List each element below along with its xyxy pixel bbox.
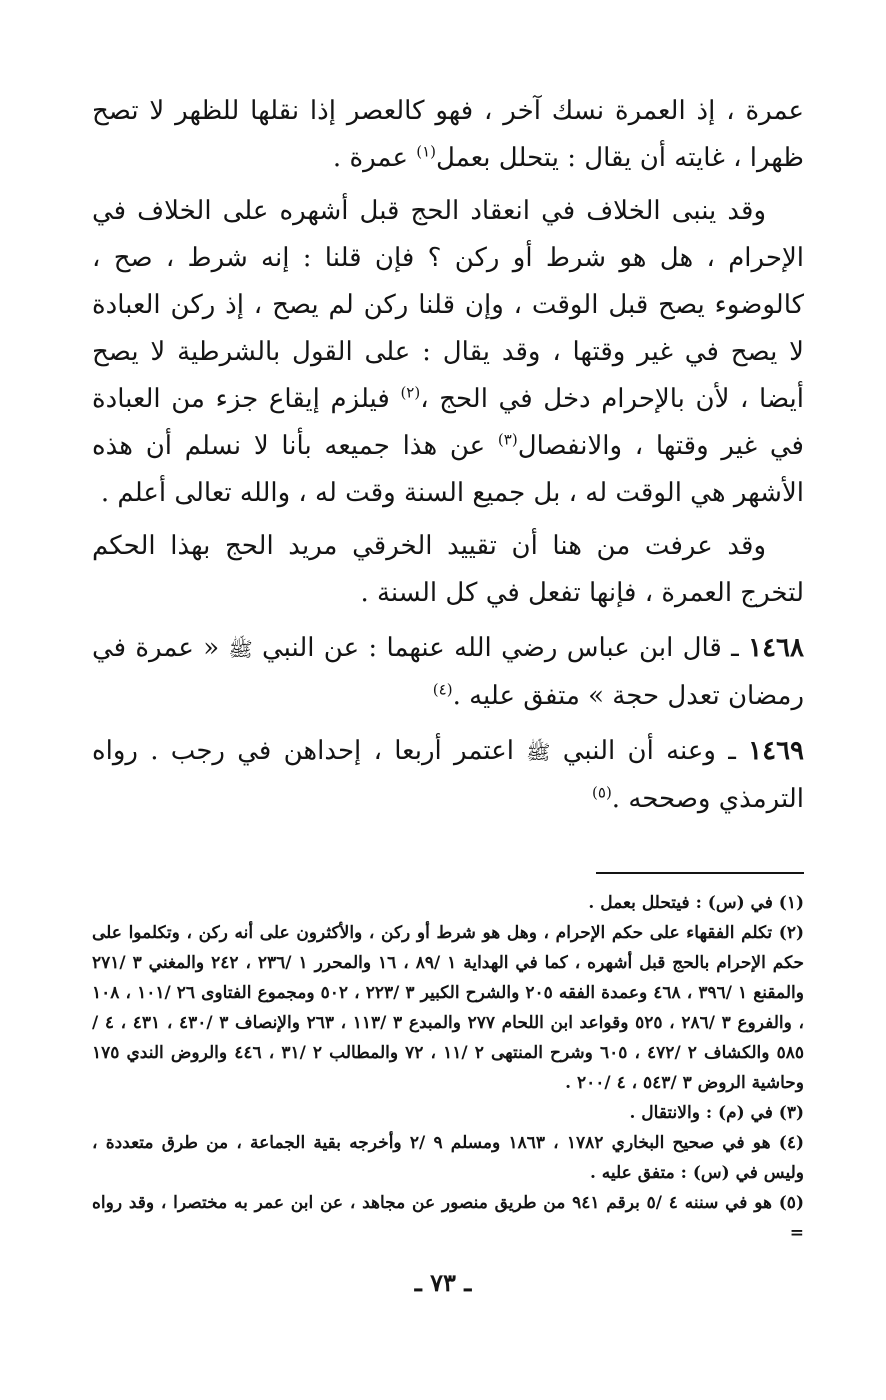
footnote-ref-5[interactable]: (٥) [592, 783, 612, 802]
hadith-number: ١٤٦٩ [748, 736, 804, 766]
footnote-divider [596, 872, 804, 874]
paragraph-2: وقد ينبى الخلاف في انعقاد الحج قبل أشهره على الخلاف في الإحرام ، هل هو شرط أو ركن ؟ فإن قلنا : إنه شرط ، صح ، كالوضوء يصح قبل الوقت ، وإن قلنا ركن لم يصح ، إذ ركن العبادة لا يصح في غير وقتها ، وقد يقال : على القول بالشرطية لا يصح أيضا ، لأن بالإحرام دخل في الحج ،$^{(٢)}$ فيلزم إيقاع جزء من العبادة في غير وقتها ، والانفصال$^{(٣)}$ عن هذا جميعه بأنا لا نسلم أن هذه الأشهر هي الوقت له ، بل جميع السنة وقت له ، والله تعالى أعلم . [92, 196, 804, 508]
page-number: ـ ٧٣ ـ [414, 1268, 472, 1297]
footnote-5: (٥) هو في سننه ٤ /٥ برقم ٩٤١ من طريق منصور عن مجاهد ، عن ابن عمر به مختصرا ، وقد رواه = [92, 1193, 804, 1243]
paragraph-1: عمرة ، إذ العمرة نسك آخر ، فهو كالعصر إذا نقلها للظهر لا تصح ظهرا ، غايته أن يقال : يتحلل بعمل$^{(١)}$ عمرة . [92, 96, 804, 173]
footnote-3: (٣) في (م) : والانتقال . [629, 1103, 804, 1123]
footnotes [92, 888, 804, 1248]
salutation-glyph: ﷺ [228, 637, 253, 661]
footnote-4: (٤) هو في صحيح البخاري ١٧٨٢ ، ١٨٦٣ ومسلم ٩ /٢ وأخرجه بقية الجماعة ، من طرق متعددة ، وليس في (س) : متفق عليه . [92, 1133, 804, 1183]
footnote-ref-2[interactable]: (٢) [400, 383, 421, 402]
footnote-ref-4[interactable]: (٤) [432, 680, 453, 699]
footnote-2: (٢) تكلم الفقهاء على حكم الإحرام ، وهل هو شرط أو ركن ، والأكثرون على أنه ركن ، وتكلموا على حكم الإحرام بالحج قبل أشهره ، كما في الهداية ١ /٨٩ ، ١٦ والمحرر ١ /٢٣٦ ، ٢٤٢ والمغني ٣ /٢٧١ والمقنع ١ /٣٩٦ ، ٤٦٨ وعمدة الفقه ٢٠٥ والشرح الكبير ٣ /٢٢٣ ، ٥٠٢ ومجموع الفتاوى ٢٦ /١٠١ ، ١٠٨ ، والفروع ٣ /٢٨٦ ، ٥٢٥ وقواعد ابن اللحام ٢٧٧ والمبدع ٣ /١١٣ ، ٢٦٣ والإنصاف ٣ /٤٣٠ ، ٤٣١ ، ٤ /٥٨٥ والكشاف ٢ /٤٧٢ ، ٦٠٥ وشرح المنتهى ٢ /١١ ، ٧٢ والمطالب ٢ /٣١ ، ٤٤٦ والروض الندي ١٧٥ وحاشية الروض ٣ /٥٤٣ ، ٤ /٢٠٠ . [92, 923, 805, 1093]
hadith-number: ١٤٦٨ [748, 633, 804, 663]
main-text [92, 88, 804, 829]
footnote-ref-1[interactable]: (١) [416, 142, 437, 161]
salutation-glyph: ﷺ [526, 740, 551, 764]
footnote-ref-3[interactable]: (٣) [497, 430, 518, 449]
hadith-1469: ١٤٦٩ ـ وعنه أن النبي ﷺ اعتمر أربعا ، إحداهن في رجب . رواه الترمذي وصححه .$^{(٥)}$ [92, 736, 804, 814]
footnote-1: (١) في (س) : فيتحلل بعمل . [588, 893, 804, 913]
hadith-1468: ١٤٦٨ ـ قال ابن عباس رضي الله عنهما : عن النبي ﷺ « عمرة في رمضان تعدل حجة » متفق عليه .$^{(٤)}$ [92, 633, 804, 711]
paragraph-3: وقد عرفت من هنا أن تقييد الخرقي مريد الحج بهذا الحكم لتخرج العمرة ، فإنها تفعل في كل السنة . [92, 531, 804, 608]
